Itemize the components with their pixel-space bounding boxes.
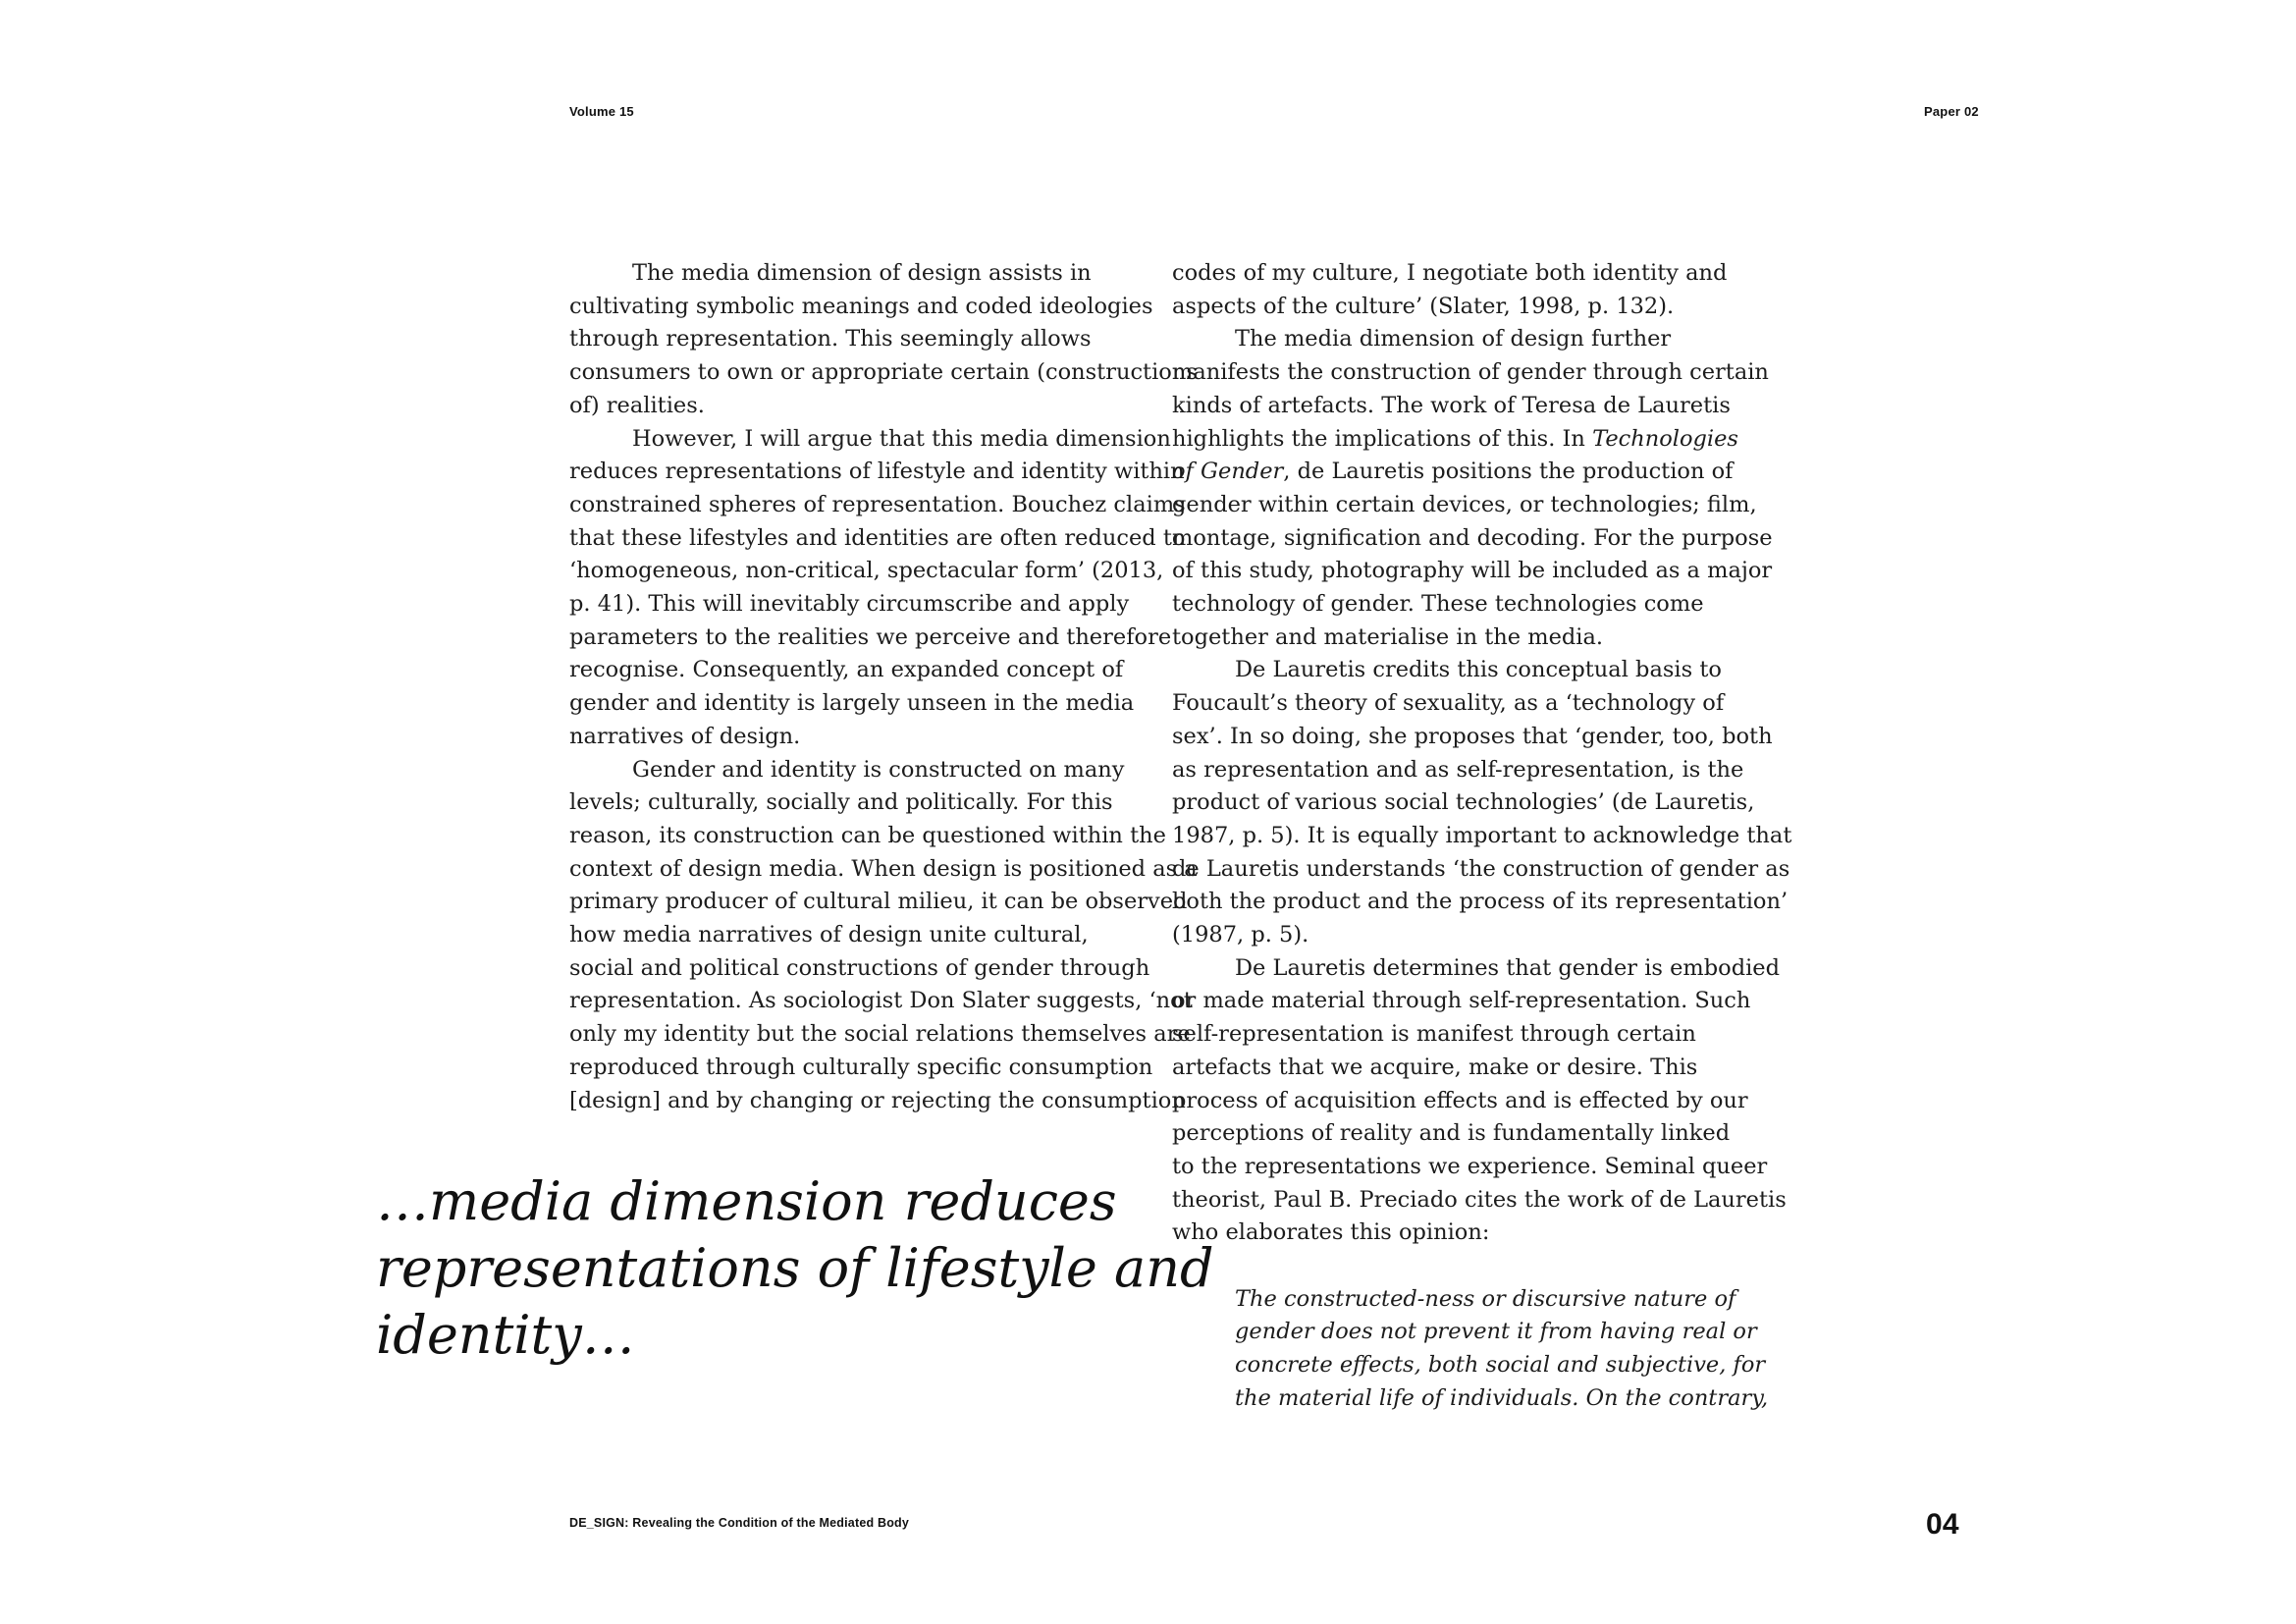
text-line: perceptions of reality and is fundamentally linked (1172, 1120, 1731, 1147)
text-line: [design] and by changing or rejecting the consumption (569, 1087, 1186, 1113)
text-line: sex’. In so doing, she proposes that ‘gender, too, both (1172, 723, 1773, 749)
text-line: p. 41). This will inevitably circumscribe and apply (569, 591, 1130, 618)
text-line: through representation. This seemingly allows (569, 326, 1092, 352)
body-column-left (569, 257, 1198, 1117)
text-line: together and materialise in the media. (1172, 623, 1604, 650)
text-line: kinds of artefacts. The work of Teresa de Lauretis (1172, 392, 1731, 418)
text-line: manifests the construction of gender through certain (1172, 359, 1769, 386)
pull-quote (376, 1168, 1214, 1369)
text-line: reproduced through culturally specific consumption (569, 1054, 1153, 1080)
pull-quote-line: identity… (376, 1304, 635, 1366)
text-line: codes of my culture, I negotiate both identity and (1172, 260, 1728, 286)
page-number: 04 (1926, 1508, 1959, 1541)
text-line: of) realities. (569, 392, 705, 418)
text-line: consumers to own or appropriate certain (constructions (569, 359, 1198, 386)
text-line: social and political constructions of gender through (569, 954, 1150, 981)
text-line: to the representations we experience. Seminal queer (1172, 1153, 1768, 1179)
text-line: primary producer of cultural milieu, it can be observed (569, 889, 1188, 915)
text-line: narratives of design. (569, 723, 801, 749)
text-line: gender and identity is largely unseen in the media (569, 690, 1135, 717)
text-run: , de Lauretis positions the production of (1283, 459, 1734, 485)
running-footer-title: DE_SIGN: Revealing the Condition of the Mediated Body (569, 1516, 910, 1530)
text-line: or made material through self-representation. Such (1172, 988, 1751, 1014)
text-line (1172, 456, 1751, 489)
text-line: constrained spheres of representation. Bouchez claims (569, 491, 1186, 517)
blockquote (1172, 1283, 1769, 1416)
pull-quote-line: …media dimension reduces (376, 1170, 1117, 1232)
text-line: Gender and identity is constructed on many (632, 756, 1125, 783)
text-line: as representation and as self-representation, is the (1172, 756, 1744, 783)
text-line: parameters to the realities we perceive and therefore (569, 623, 1172, 650)
text-line: (1987, p. 5). (1172, 922, 1309, 948)
pull-quote-line: representations of lifestyle and (376, 1237, 1214, 1299)
blockquote-line: the material life of individuals. On the contrary, (1235, 1384, 1769, 1411)
text-line: reduces representations of lifestyle and identity within (569, 459, 1185, 485)
text-line: recognise. Consequently, an expanded concept of (569, 657, 1124, 683)
blockquote-line: The constructed-ness or discursive nature of (1235, 1285, 1736, 1312)
text-run: highlights the implications of this. In (1172, 425, 1593, 452)
text-line: that these lifestyles and identities are often reduced to (569, 524, 1186, 551)
text-line: how media narratives of design unite cultural, (569, 922, 1089, 948)
text-line: gender within certain devices, or technologies; film, (1172, 491, 1757, 517)
book-title-of-gender: of Gender (1172, 459, 1284, 485)
running-header-volume: Volume 15 (569, 104, 634, 119)
text-line: representation. As sociologist Don Slater suggests, ‘not (569, 988, 1193, 1014)
text-line: De Lauretis credits this conceptual basis to (1235, 657, 1722, 683)
text-line: artefacts that we acquire, make or desire. This (1172, 1054, 1698, 1080)
text-line: self-representation is manifest through certain (1172, 1021, 1696, 1048)
text-line: aspects of the culture’ (Slater, 1998, p. 132). (1172, 293, 1675, 319)
text-line: technology of gender. These technologies come (1172, 591, 1704, 618)
text-line: cultivating symbolic meanings and coded ideologies (569, 293, 1153, 319)
text-line: The media dimension of design further (1235, 326, 1672, 352)
text-line: both the product and the process of its representation’ (1172, 889, 1789, 915)
text-line: The media dimension of design assists in (632, 260, 1092, 286)
text-line (1172, 423, 1751, 457)
text-line: reason, its construction can be questioned within the (569, 822, 1166, 848)
book-title-technologies: Technologies (1592, 425, 1738, 452)
text-line: De Lauretis determines that gender is embodied (1235, 954, 1781, 981)
text-line: product of various social technologies’ (de Lauretis, (1172, 789, 1755, 816)
text-line: However, I will argue that this media dimension (632, 425, 1171, 452)
text-line: levels; culturally, socially and politically. For this (569, 789, 1113, 816)
text-line: who elaborates this opinion: (1172, 1219, 1490, 1246)
blockquote-spacer (1172, 1250, 1751, 1283)
blockquote-line: gender does not prevent it from having real or (1235, 1319, 1757, 1345)
running-header-paper: Paper 02 (1924, 104, 1979, 119)
body-column-right (1172, 257, 1792, 1416)
text-line: context of design media. When design is positioned as a (569, 855, 1198, 882)
text-line: 1987, p. 5). It is equally important to acknowledge that (1172, 822, 1792, 848)
text-line: de Lauretis understands ‘the construction of gender as (1172, 855, 1790, 882)
text-line: theorist, Paul B. Preciado cites the work of de Lauretis (1172, 1186, 1787, 1213)
text-line: of this study, photography will be included as a major (1172, 558, 1773, 584)
text-line: Foucault’s theory of sexuality, as a ‘technology of (1172, 690, 1725, 717)
text-line: process of acquisition effects and is effected by our (1172, 1087, 1748, 1113)
text-line: only my identity but the social relations themselves are (569, 1021, 1191, 1048)
text-line: montage, signification and decoding. For the purpose (1172, 524, 1773, 551)
blockquote-line: concrete effects, both social and subjective, for (1235, 1352, 1766, 1379)
text-line: ‘homogeneous, non-critical, spectacular form’ (2013, (569, 558, 1164, 584)
